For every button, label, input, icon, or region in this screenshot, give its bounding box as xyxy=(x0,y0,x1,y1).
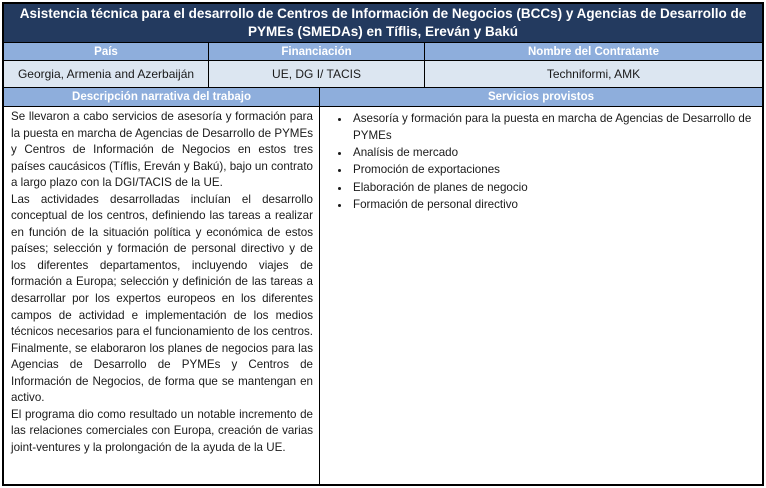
services-list xyxy=(320,111,756,214)
service-item: • Asesoría y formación para la puesta en marcha de Agencias de Desarrollo de PYMEs xyxy=(351,111,756,145)
service-item: • Elaboración de planes de negocio xyxy=(351,180,756,197)
description-paragraph: Las actividades desarrolladas incluían el desarrollo conceptual de los centros, definiendo las tareas a realizar en función de la situación política y económica de estos países; selección y formación de personal directivo y de los diferentes departamentos, incluyendo viajes de formación a Europa; selección y definición de las tareas a desarrollar por los expertos europeos en los diferentes campos de actividad e implementación de los medios técnicos necesarios para el funcionamiento de los centros. Finalmente, se elaboraron los planes de negocios para las Agencias de Desarrollo de PYMEs y Centros de Información de Negocios, de forma que se mantengan en activo. xyxy=(11,192,313,405)
financing-value: UE, DG I/ TACIS xyxy=(209,61,425,87)
content-row xyxy=(4,107,762,484)
meta-header-row xyxy=(4,43,762,61)
services-header: Servicios provistos xyxy=(320,88,762,106)
description-header: Descripción narrativa del trabajo xyxy=(4,88,320,106)
project-title: Asistencia técnica para el desarrollo de Centros de Información de Negocios (BCCs) y Agencias de Desarrollo de PYMEs (SMEDAs) en Tíflis, Ereván y Bakú xyxy=(4,4,762,43)
service-item: • Analísis de mercado xyxy=(351,145,756,162)
country-value: Georgia, Armenia and Azerbaiján xyxy=(4,61,209,87)
services-cell xyxy=(320,107,762,484)
service-item: • Formación de personal directivo xyxy=(351,197,756,214)
project-fiche-table xyxy=(2,2,764,486)
contractor-value: Techniformi, AMK xyxy=(546,67,641,81)
service-item: • Promoción de exportaciones xyxy=(351,162,756,179)
description-paragraph: Se llevaron a cabo servicios de asesoría y formación para la puesta en marcha de Agencias de Desarrollo de PYMEs y Centros de Información de Negocios en estos tres países caucásicos (Tíflis, Ereván y Bakú), bajo un contrato a largo plazo con la DGI/TACIS de la UE. xyxy=(11,110,313,190)
meta-value-row xyxy=(4,61,762,88)
section-header-row xyxy=(4,88,762,107)
contractor-header: Nombre del Contratante xyxy=(425,43,762,60)
country-header: País xyxy=(4,43,209,60)
description-paragraph: El programa dio como resultado un notable incremento de las relaciones comerciales con Europa, creación de varias joint-ventures y la prolongación de la ayuda de la UE. xyxy=(11,407,313,454)
description-text xyxy=(4,107,320,484)
financing-header: Financiación xyxy=(209,43,425,60)
